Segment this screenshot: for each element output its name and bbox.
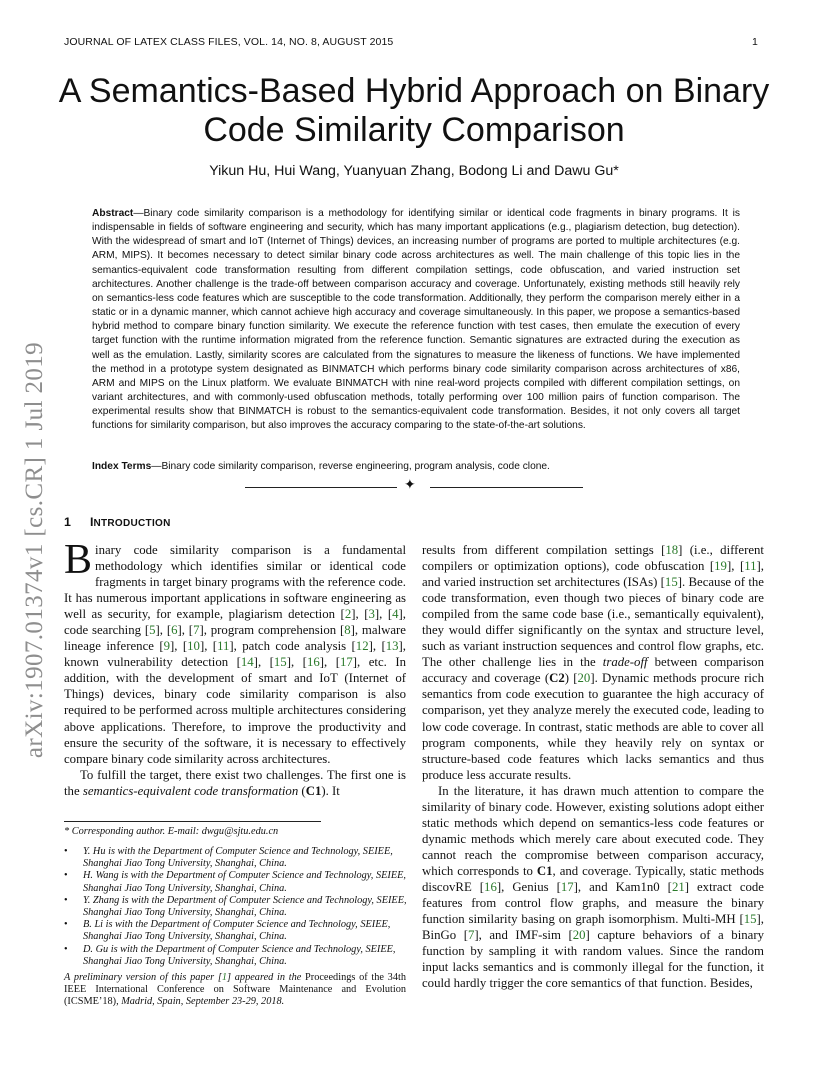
paragraph: [64, 767, 406, 799]
index-terms: [92, 460, 740, 474]
text-run: between comparison accuracy and coverage (: [422, 655, 764, 686]
text-run: , malware lineage inference: [64, 623, 406, 654]
separator-diamond-icon: ✦: [404, 478, 416, 493]
citation-link[interactable]: [ 20 ]: [568, 928, 589, 942]
affiliation-text: D. Gu is with the Department of Computer Science and Technology, SEIEE, Shanghai Jiao Tong University, Shanghai, China.: [83, 943, 396, 967]
citation-link[interactable]: [ 11 ]: [213, 639, 234, 653]
right-column: [422, 542, 764, 991]
bullet-icon: •: [64, 894, 68, 906]
citation-link[interactable]: [ 15 ]: [661, 575, 682, 589]
citation-link[interactable]: [ 5 ]: [145, 623, 160, 637]
citation-link[interactable]: [ 17 ]: [557, 880, 578, 894]
challenge-label: C1: [305, 783, 322, 798]
text-run: , program comprehension: [203, 623, 340, 638]
section-title-initial: I: [90, 515, 94, 529]
affiliation-item: [64, 919, 408, 943]
citation-link[interactable]: [ 12 ]: [352, 639, 373, 653]
left-column: [64, 537, 406, 799]
text-run: results from different compilation settings: [422, 543, 662, 557]
citation-link[interactable]: [ 15 ]: [739, 912, 760, 926]
citation-link[interactable]: [ 9 ]: [159, 639, 174, 653]
section-title-rest: NTRODUCTION: [93, 518, 171, 529]
citation-link[interactable]: [ 6 ]: [167, 623, 182, 637]
running-head: JOURNAL OF LATEX CLASS FILES, VOL. 14, NO. 8, AUGUST 2015: [64, 36, 394, 48]
text-run: , BinGo: [422, 912, 764, 943]
text-run: , code searching: [64, 607, 406, 638]
citation-link[interactable]: [ 18 ]: [661, 543, 682, 557]
affiliation-text: B. Li is with the Department of Computer Science and Technology, SEIEE, Shanghai Jiao Tong University, Shanghai, China.: [83, 919, 391, 943]
text-run: , Madrid, Spain, September 23-29, 2018.: [116, 996, 285, 1008]
bullet-icon: •: [64, 919, 68, 931]
proceedings-name: Proceedings of the 34th IEEE International Conference on Software Maintenance and Evolution (ICSME’18): [64, 972, 406, 1008]
text-run: , and IMF-sim: [478, 928, 569, 943]
section-number: 1: [64, 515, 71, 529]
text-run: ). It: [321, 783, 340, 798]
citation-link[interactable]: [ 21 ]: [668, 880, 689, 894]
citation-link[interactable]: [ 8 ]: [340, 623, 355, 637]
citation-link[interactable]: [ 15 ]: [270, 655, 291, 669]
citation-link[interactable]: [ 20 ]: [573, 671, 594, 685]
paragraph: results from different compilation settings [ 18 ] (i.e., different compilers or optimization options), code obfuscation [ 19 ] , [ 11 ] , and varied instruction set architectures (ISAs) [ 15 ] . Because of the code transformation, even though two pieces of binary code are compiled from the same code base (i.e., semantically equivalent), they would differ significantly on the syntax and structure level, such as variant instruction sequences and control flow graphs, etc. The other challenge lies in the trade-off between comparison accuracy and coverage (C2) [ 20 ] . Dynamic methods procure rich semantics from code execution to guarantee the high accuracy of comparison, yet they analyze merely the executed code, leading to low code coverage. In contrast, static methods are able to cover all program components, while they heavily rely on syntax or structure-based code features which lacks semantics and thus produce less accurate results.: [422, 542, 764, 783]
text-run: , and coverage. Typically, static methods discovRE: [422, 863, 764, 894]
dropcap: B: [64, 537, 93, 583]
text-run: . Dynamic methods procure rich semantics from code execution to guarantee the high accuracy of comparison, yet they analyze merely the executed code, leading to low code coverage. In contrast, static methods are able to cover all program components, while they heavily rely on syntax or structure-based code features which lacks semantics and thus produce less accurate results.: [422, 671, 764, 782]
affiliation-text: Y. Hu is with the Department of Computer Science and Technology, SEIEE, Shanghai Jiao Tong University, Shanghai, China.: [83, 846, 393, 870]
text-run: . Because of the code transformation, even though two pieces of binary code are compiled from the same code base (i.e., semantically equivalent), they would differ significantly on the syntax and structure level, such as variant instruction sequences and control flow graphs, etc. The other challenge lies in the: [422, 575, 764, 670]
text-run: A preliminary version of this paper: [64, 972, 218, 983]
separator-rule-right: [430, 487, 583, 488]
bullet-icon: •: [64, 943, 68, 955]
text-run: , known vulnerability detection: [64, 639, 406, 670]
text-run: extract code features from control flow graphs, and measure the binary function similarity basing on graph isomorphism. Multi-MH: [422, 879, 764, 927]
affiliation-text: Y. Zhang is with the Department of Computer Science and Technology, SEIEE, Shanghai Jiao Tong University, Shanghai, China.: [83, 894, 407, 919]
citation-link[interactable]: [ 13 ]: [381, 639, 402, 653]
affiliation-list: [64, 846, 408, 968]
bullet-icon: •: [64, 870, 68, 882]
paragraph: Binary code similarity comparison is a fundamental methodology which identifies similar or identical code fragments in target binary programs with the reference code. It has numerous important applications in software engineering as well as security, for example, plagiarism detection [ 2 ] , [ 3 ] , [ 4 ] , code searching [ 5 ] , [ 6 ] , [ 7 ] , program comprehension [ 8 ] , malware lineage inference [ 9 ] , [ 10 ] , [ 11 ] , patch code analysis [ 12 ] , [ 13 ] , known vulnerability detection [ 14 ] , [ 15 ] , [ 16 ] , [ 17 ] , etc. In addition, with the development of smart and IoT (Internet of Things) devices, binary code similarity comparison is also required to be performed across multiple architectures considering above applications. Therefore, to improve the productivity and ensure the security of the software, it is necessary to effectively compare binary code similarity across architectures.: [64, 542, 406, 767]
footnote-rule: [64, 821, 321, 822]
index-terms-text: —Binary code similarity comparison, reverse engineering, program analysis, code clone.: [151, 461, 550, 472]
citation-link[interactable]: [ 14 ]: [237, 655, 258, 669]
paragraph: [422, 783, 764, 992]
citation-link[interactable]: [ 16 ]: [480, 880, 501, 894]
text-run: ): [564, 671, 574, 686]
citation-link[interactable]: [ 3 ]: [364, 607, 379, 621]
author-list: Yikun Hu, Hui Wang, Yuanyuan Zhang, Bodong Li and Dawu Gu*: [209, 163, 619, 179]
emphasis: trade-off: [602, 655, 648, 670]
citation-link[interactable]: [ 2 ]: [341, 607, 356, 621]
abstract: [92, 207, 740, 434]
text-run: capture behaviors of a binary function by sampling it with random values. Since the random input lacks semantics and is commonly illegal for the function, it could hardly trigger the core semantics of that function. Besides,: [422, 928, 764, 991]
text-run: , patch code analysis: [233, 639, 352, 654]
challenge-label: C2: [549, 671, 565, 686]
text-run: , and Kam1n0: [577, 879, 668, 894]
text-run: (: [298, 783, 306, 798]
citation-link[interactable]: [ 4 ]: [388, 607, 403, 621]
footnote-preliminary-version: [64, 972, 406, 1009]
citation-link[interactable]: [ 7 ]: [189, 623, 204, 637]
citation-link[interactable]: [ 19 ]: [710, 559, 731, 573]
footnote-corresponding-author: * Corresponding author. E-mail: dwgu@sjtu.edu.cn: [64, 826, 279, 837]
text-run: To fulfill the target, there exist two challenges. The first one is the: [64, 767, 406, 798]
emphasis: semantics-equivalent code transformation: [82, 783, 299, 798]
text-run: appeared in the: [231, 972, 306, 983]
affiliation-item: [64, 895, 408, 919]
abstract-text: —Binary code similarity comparison is a methodology for identifying similar or identical code fragments in binary programs. It is indispensable in fields of software engineering and security, which has many important applications (e.g., plagiarism detection, bug detection). With the widespread of smart and IoT (Internet of Things) devices, an increasing number of programs are ported to multiple architectures (e.g. ARM, MIPS). It becomes necessary to detect similar binary code across architectures as well. The main challenge of this topic lies in the semantics-equivalent code transformation resulting from different compilation settings, code obfuscation, and varied instruction set architectures. Another challenge is the trade-off between comparison accuracy and coverage. Unfortunately, existing methods still heavily rely on semantics-less code features which are susceptible to the code transformation. Additionally, they perform the comparison merely either in a static or in a dynamic manner, which cannot achieve high accuracy and coverage simultaneously. In this paper, we propose a semantics-based hybrid method to compare binary function similarity. We execute the reference function with test cases, then emulate the execution of every target function with the runtime information migrated from the reference function. Semantic signatures are extracted during the execution as well as the emulation. Lastly, similarity scores are calculated from the signatures to measure the likeness of functions. We have implemented the method in a prototype system designated as BINMATCH which performs binary code similarity comparison across architectures of x86, ARM and MIPS on the Linux platform. We evaluate BINMATCH with nine real-word projects compiled with different compilation settings, on variant architectures, and with commonly-used obfuscation methods, totally performing over 100 million pairs of function comparison. The experimental results show that BINMATCH is robust to the semantics-equivalent code transformation. Besides, it not only covers all target functions for similarity comparison, but also improves the accuracy comparing to the state-of-the-art solutions.: [92, 208, 740, 432]
bullet-icon: •: [64, 846, 68, 857]
citation-link[interactable]: [ 10 ]: [183, 639, 204, 653]
page-number: 1: [752, 36, 758, 48]
text-run: (i.e., different compilers or optimization options), code obfuscation: [422, 543, 764, 574]
abstract-label: Abstract: [92, 208, 134, 219]
text-run: , etc. In addition, with the development of smart and IoT (Internet of Things) devices, binary code similarity comparison is also required to be performed across multiple architectures considering above applications. Therefore, to improve the productivity and ensure the security of the software, it is necessary to effectively compare binary code similarity across architectures.: [64, 655, 406, 766]
paper-title: A Semantics-Based Hybrid Approach on Binary Code Similarity Comparison: [58, 72, 770, 149]
section-heading: [64, 515, 171, 529]
affiliation-item: [64, 870, 408, 894]
text-run: inary code similarity comparison is a fundamental methodology which identifies similar or identical code fragments in target binary programs with the reference code. It has numerous important applications in software engineering as well as security, for example, plagiarism detection: [64, 543, 406, 622]
text-run: , Genius: [501, 879, 557, 894]
citation-link[interactable]: [ 16 ]: [303, 655, 324, 669]
citation-link[interactable]: [ 7 ]: [464, 928, 479, 942]
citation-link[interactable]: [ 1 ]: [218, 972, 231, 983]
affiliation-text: H. Wang is with the Department of Computer Science and Technology, SEIEE, Shanghai Jiao Tong University, Shanghai, China.: [83, 870, 406, 894]
affiliation-item: [64, 944, 408, 968]
arxiv-stamp-text: arXiv:1907.01374v1 [cs.CR] 1 Jul 2019: [21, 341, 48, 759]
separator-rule-left: [245, 487, 397, 488]
text-run: In the literature, it has drawn much attention to compare the similarity of binary code. However, existing solutions adopt either static methods which depend on semantics-less code features or dynamic methods which merely care about executed code. They cannot reach the compromise between comparison accuracy, which corresponds to: [422, 783, 764, 878]
citation-link[interactable]: [ 11 ]: [740, 559, 761, 573]
text-run: , and varied instruction set architectures (ISAs): [422, 559, 764, 590]
arxiv-stamp: [20, 330, 50, 770]
citation-link[interactable]: [ 17 ]: [336, 655, 357, 669]
index-terms-label: Index Terms: [92, 461, 152, 472]
challenge-label: C1: [536, 863, 553, 878]
affiliation-item: [64, 846, 408, 870]
